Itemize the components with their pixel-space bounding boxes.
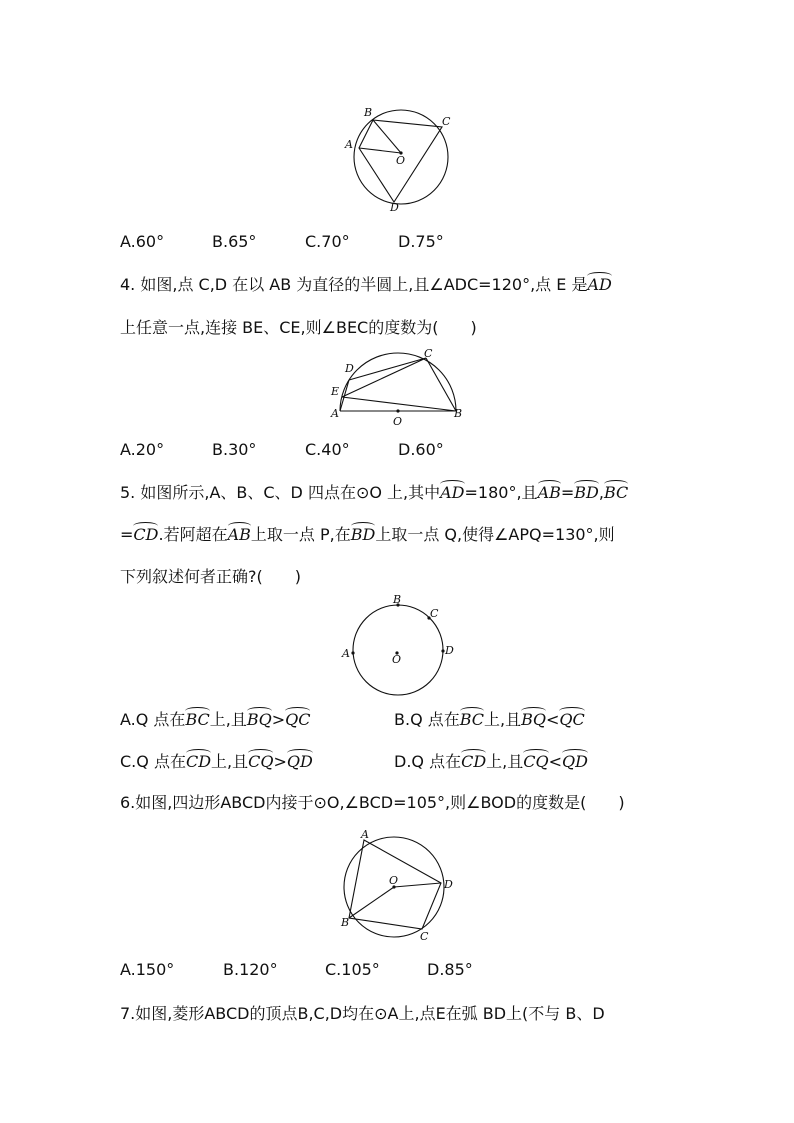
q3-label-c: C <box>442 115 451 128</box>
q3-option-c[interactable]: C.70° <box>305 232 350 251</box>
q5-text-b: =180°,且 <box>464 483 538 502</box>
q6-label-o: O <box>389 874 399 887</box>
q4-option-a[interactable]: A.20° <box>120 440 165 459</box>
q5-question-line2 <box>120 525 615 545</box>
q6-option-b[interactable]: B.120° <box>223 960 278 979</box>
q5-opt-c-pre: C.Q 点在 <box>120 752 186 771</box>
q4-label-e: E <box>331 385 340 398</box>
q5-opt-a-pre: A.Q 点在 <box>120 710 186 729</box>
q5-question-line1 <box>120 483 628 503</box>
q5-opt-d-arc-cq: CQ <box>523 752 549 771</box>
q6-label-b: B <box>341 916 350 929</box>
q5-opt-b-lt: < <box>546 710 560 729</box>
q5-option-b[interactable] <box>394 710 585 730</box>
q5-label-b: B <box>393 593 402 606</box>
q4-option-d[interactable]: D.60° <box>398 440 444 459</box>
q4-label-o: O <box>393 415 403 428</box>
q5-opt-c-arc-cd: CD <box>185 752 212 771</box>
q4-question-line2: 上任意一点,连接 BE、CE,则∠BEC的度数为( ) <box>120 318 477 337</box>
q3-option-d[interactable]: D.75° <box>398 232 444 251</box>
q5-opt-d-pre: D.Q 点在 <box>394 752 462 771</box>
q5-arc-cd: CD <box>133 525 159 544</box>
q5-opt-c-mid: 上,且 <box>211 752 249 771</box>
q6-option-d[interactable]: D.85° <box>427 960 473 979</box>
q3-option-b[interactable]: B.65° <box>212 232 257 251</box>
q5-label-a: A <box>342 647 350 660</box>
q5-text-e: 上取一点 Q,使得∠APQ=130°,则 <box>375 525 615 544</box>
q7-question-line1: 7.如图,菱形ABCD的顶点B,C,D均在⊙A上,点E在弧 BD上(不与 B、D <box>120 1004 605 1023</box>
q6-option-a[interactable]: A.150° <box>120 960 175 979</box>
q5-opt-a-arc-bc: BC <box>185 710 210 729</box>
q5-opt-d-arc-qd: QD <box>562 752 588 771</box>
q5-label-o: O <box>392 653 402 666</box>
q3-label-o: O <box>396 154 406 167</box>
q3-option-a[interactable]: A.60° <box>120 232 165 251</box>
q4-figure <box>328 345 468 430</box>
q4-label-d: D <box>345 362 354 375</box>
q3-label-d: D <box>390 201 399 214</box>
q5-figure <box>338 592 458 700</box>
q5-label-d: D <box>445 644 454 657</box>
q5-question-line3: 下列叙述何者正确?( ) <box>120 567 301 586</box>
q5-arc-ab-2: AB <box>227 525 251 544</box>
q5-opt-b-arc-bq: BQ <box>521 710 547 729</box>
q4-label-a: A <box>331 407 339 420</box>
q4-question-line1 <box>120 275 612 295</box>
q5-label-c: C <box>430 607 439 620</box>
q5-text-c: .若阿超在 <box>158 525 228 544</box>
q5-opt-a-arc-bq: BQ <box>246 710 272 729</box>
q5-arc-ab: AB <box>537 483 561 502</box>
q6-label-d: D <box>444 878 453 891</box>
q5-comma: , <box>598 483 604 502</box>
q4-option-c[interactable]: C.40° <box>305 440 350 459</box>
q6-label-a: A <box>361 828 369 841</box>
q5-opt-c-arc-cq: CQ <box>248 752 274 771</box>
q5-opt-d-mid: 上,且 <box>486 752 524 771</box>
q6-figure <box>332 826 464 948</box>
q6-question-line1: 6.如图,四边形ABCD内接于⊙O,∠BCD=105°,则∠BOD的度数是( ) <box>120 793 625 812</box>
q4-option-b[interactable]: B.30° <box>212 440 257 459</box>
q5-opt-c-gt: > <box>273 752 287 771</box>
q5-opt-b-pre: B.Q 点在 <box>394 710 460 729</box>
q5-eq: = <box>560 483 575 502</box>
q6-option-c[interactable]: C.105° <box>325 960 380 979</box>
q5-arc-bc: BC <box>603 483 629 502</box>
q5-option-d[interactable] <box>394 752 588 772</box>
q6-label-c: C <box>420 930 429 943</box>
q5-opt-b-arc-bc: BC <box>459 710 485 729</box>
q4-label-c: C <box>424 347 433 360</box>
q5-opt-a-gt: > <box>271 710 286 729</box>
q5-option-a[interactable] <box>120 710 310 730</box>
q4-label-b: B <box>454 407 463 420</box>
q4-arc-ad: AD <box>587 275 612 294</box>
q3-label-b: B <box>364 106 373 119</box>
q5-opt-b-mid: 上,且 <box>484 710 522 729</box>
q3-figure <box>340 100 460 215</box>
q4-text: 4. 如图,点 C,D 在以 AB 为直径的半圆上,且∠ADC=120°,点 E 是 <box>120 275 588 294</box>
q5-arc-bd: BD <box>574 483 599 502</box>
q5-opt-a-arc-qc: QC <box>285 710 311 729</box>
q3-label-a: A <box>345 138 353 151</box>
q5-arc-ad: AD <box>440 483 465 502</box>
q5-text-d: 上取一点 P,在 <box>250 525 351 544</box>
q5-arc-bd-2: BD <box>350 525 376 544</box>
q5-option-c[interactable] <box>120 752 313 772</box>
q5-opt-d-arc-cd: CD <box>461 752 487 771</box>
q5-opt-b-arc-qc: QC <box>559 710 585 729</box>
q5-opt-c-arc-qd: QD <box>286 752 313 771</box>
q5-opt-a-mid: 上,且 <box>209 710 247 729</box>
q5-eq2: = <box>120 525 134 544</box>
q5-opt-d-lt: < <box>548 752 563 771</box>
q5-text-a: 5. 如图所示,A、B、C、D 四点在⊙O 上,其中 <box>120 483 441 502</box>
